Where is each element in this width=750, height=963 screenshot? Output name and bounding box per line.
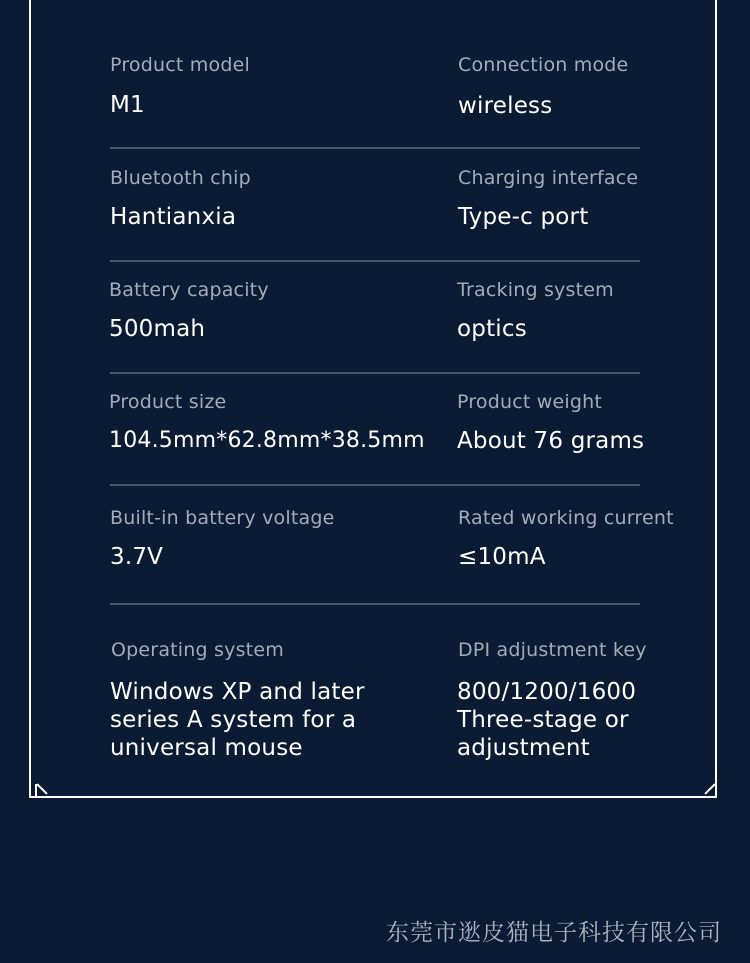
spec-value-product-size: 104.5mm*62.8mm*38.5mm: [109, 428, 425, 453]
spec-divider: [110, 603, 640, 605]
spec-divider: [110, 372, 640, 374]
spec-label-bluetooth-chip: Bluetooth chip: [110, 167, 251, 189]
spec-value-battery-capacity: 500mah: [109, 316, 206, 342]
spec-label-product-model: Product model: [110, 54, 250, 76]
spec-divider: [110, 147, 640, 149]
spec-value-connection-mode: wireless: [458, 93, 553, 119]
spec-value-working-current: ≤10mA: [458, 544, 546, 570]
spec-value-product-weight: About 76 grams: [457, 428, 645, 454]
company-name: 东莞市逖皮猫电子科技有限公司: [386, 920, 722, 946]
spec-value-product-model: M1: [110, 92, 145, 118]
spec-label-battery-voltage: Built-in battery voltage: [110, 507, 335, 529]
spec-value-charging-interface: Type-c port: [458, 204, 589, 230]
spec-value-operating-system: Windows XP and later series A system for a universal mouse: [110, 679, 365, 761]
spec-label-dpi-key: DPI adjustment key: [458, 639, 647, 661]
spec-value-dpi-key: 800/1200/1600 Three-stage or adjustment: [457, 679, 637, 761]
spec-value-battery-voltage: 3.7V: [110, 544, 164, 570]
spec-label-working-current: Rated working current: [458, 507, 674, 529]
spec-label-charging-interface: Charging interface: [458, 167, 639, 189]
corner-decoration-right: [703, 784, 717, 798]
spec-value-bluetooth-chip: Hantianxia: [110, 204, 237, 230]
spec-label-tracking-system: Tracking system: [457, 279, 614, 301]
spec-divider: [110, 484, 640, 486]
spec-divider: [110, 260, 640, 262]
spec-value-tracking-system: optics: [457, 316, 527, 342]
corner-decoration-left: [35, 784, 49, 798]
spec-label-connection-mode: Connection mode: [458, 54, 629, 76]
spec-label-battery-capacity: Battery capacity: [109, 279, 269, 301]
spec-label-operating-system: Operating system: [111, 639, 284, 661]
spec-label-product-size: Product size: [109, 391, 227, 413]
spec-label-product-weight: Product weight: [457, 391, 603, 413]
